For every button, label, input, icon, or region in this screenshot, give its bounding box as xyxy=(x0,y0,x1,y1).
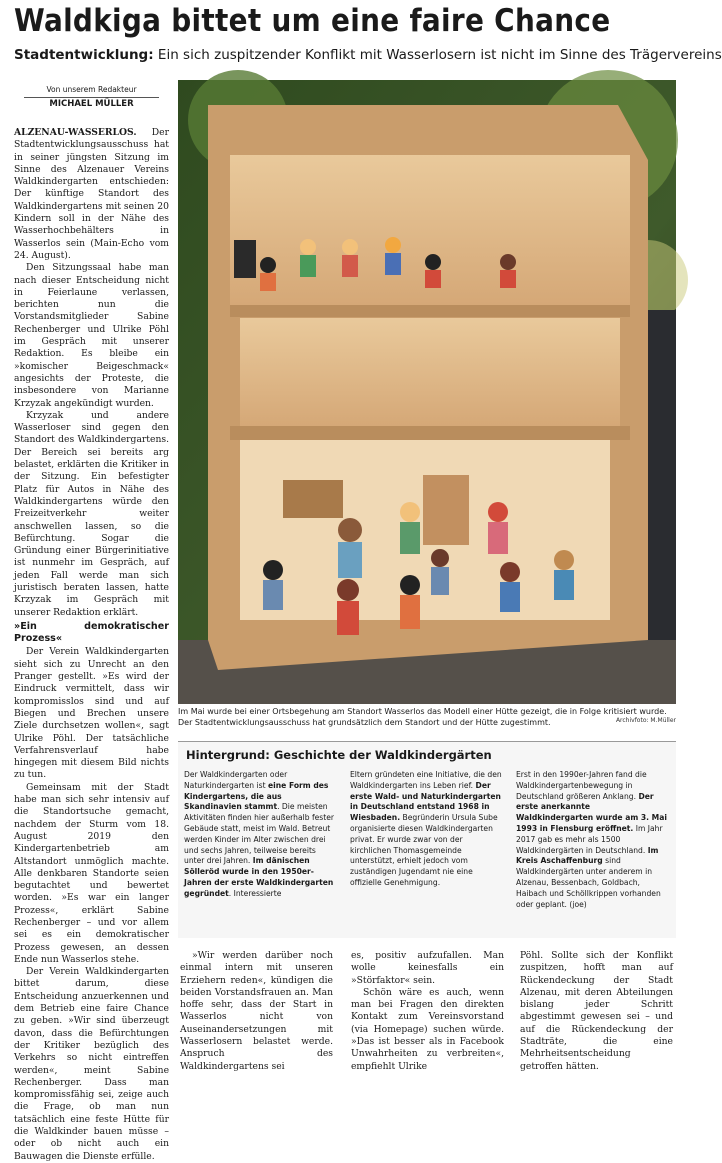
article-paragraph: Krzyzak und andere Wasserloser sind gegen den Standort des Waldkindergartens. Der Bereich sei bereits arg belastet, erklärten die Kritiker in der Sitzung. Ein befestigter Platz für Autos in Nähe des Waldkindergartens würde den Freizeitverkehr weiter anschwellen lassen, so die Befürchtung. Sogar die Gründung einer Bürgerinitiative ist nunmehr im Gespräch, auf jeden Fall werde man sich juristisch beraten lassen, hatte Krzyzak im Gespräch mit unserer Redaktion erklärt. xyxy=(14,409,169,618)
article-paragraph: Schön wäre es auch, wenn man bei Fragen den direkten Kontakt zum Vereinsvorstand (via Homepage) suchen würde. »Das ist besser als in Facebook Unwahrheiten zu verbreiten«, empfiehlt Ulrike xyxy=(351,986,504,1072)
subheadline-kicker: Stadtentwicklung: xyxy=(14,47,154,63)
photo-caption: Im Mai wurde bei einer Ortsbegehung am Standort Wasserlos das Modell einer Hütte gezeigt, die in Folge kritisiert wurde. Der Stadtentwicklungsausschuss hat grundsätzlich dem Standort und der Hütte zugestimmt. xyxy=(178,707,667,727)
byline-label: Von unserem Redakteur xyxy=(46,85,137,94)
background-infobox xyxy=(178,741,676,938)
article-paragraph: Der Verein Waldkindergarten bittet darum, diese Entscheidung anzuerkennen und dem Betrieb eine faire Chance zu geben. »Wir sind überzeugt davon, dass die Befürchtungen der Kritiker bezüglich des Verkehrs so nicht eintreffen werden«, meint Sabine Rechenberger. Dass man kompromissfähig sei, zeige auch die Frage, ob man nun tatsächlich eine feste Hütte für die Waldkinder bauen müsse – oder ob nicht auch ein Bauwagen die Dienste erfülle. xyxy=(14,966,169,1162)
infobox-title: Hintergrund: Geschichte der Waldkindergärten xyxy=(186,748,492,762)
article-paragraph: »Wir werden darüber noch einmal intern mit unseren Erziehern reden«, kündigen die beiden Vorstandsfrauen an. Man hoffe sehr, dass der Start in Wasserlos nicht von Auseinandersetzungen mit Wasserlosern belastet werde. Anspruch des Waldkindergartens sei xyxy=(180,950,333,1072)
subheadline xyxy=(14,46,722,64)
infobox-column: Erst in den 1990er-Jahren fand die Waldkindergartenbewegung in Deutschland größeren Anklang. Der erste anerkannte Waldkindergarten wurde am 3. Mai 1993 in Flensburg eröffnet. Im Jahr 2017 gab es mehr als 1500 Waldkindergärten in Deutschland. Im Kreis Aschaffenburg sind Waldkindergärten unter anderem in Alzenau, Bessenbach, Goldbach, Haibach und Schöllkrippen vorhanden oder geplant. (joe) xyxy=(516,770,667,909)
photo-credit: Archivfoto: M.Müller xyxy=(615,717,676,724)
byline xyxy=(14,84,169,110)
article-column-bottom-1 xyxy=(180,950,333,1072)
dateline: ALZENAU-WASSERLOS. xyxy=(14,127,137,138)
infobox-column: Der Waldkindergarten oder Naturkindergarten ist eine Form des Kindergartens, die aus Skandinavien stammt. Die meisten Aktivitäten finden hier außerhalb fester Gebäude statt, meist im Wald. Betreut werden Kinder im Alter zwischen drei und sechs Jahren, teilweise bereits unter drei Jahren. Im dänischen Sölleröd wurde in den 1950er-Jahren der erste Waldkindergarten gegründet. Interessierte xyxy=(184,770,335,898)
byline-author: MICHAEL MÜLLER xyxy=(49,99,134,109)
article-paragraph: Gemeinsam mit der Stadt habe man sich sehr intensiv auf die Standortsuche gemacht, nachdem der Sturm vom 18. August 2019 den Kindergartenbetrieb am Altstandort unmöglich machte. Alle denkbaren Standorte seien begutachtet und bewertet worden. »Es war ein langer Prozess«, erklärt Sabine Rechenberger – und vor allem sei es ein demokratischer Prozess gewesen, an dessen Ende nun Wasserlos stehe. xyxy=(14,781,169,965)
article-column-bottom-3 xyxy=(520,950,673,1072)
headline: Waldkiga bittet um eine faire Chance xyxy=(14,3,611,39)
article-paragraph: ALZENAU-WASSERLOS. Der Stadtentwicklungsausschuss hat in seiner jüngsten Sitzung im Sinne des Alzenauer Vereins Waldkindergarten entschieden: Der künftige Standort des Waldkindergartens mit seinen 20 Kindern soll in der Nähe des Wasserhochbehälters in Wasserlos sein (Main-Echo vom 24. August). xyxy=(14,127,169,261)
photo-playhouse-model xyxy=(178,80,676,704)
article-subheading: »Ein demokratischer Prozess« xyxy=(14,620,169,645)
article-paragraph: Der Verein Waldkindergarten sieht sich zu Unrecht an den Pranger gestellt. »Es wird der Eindruck vermittelt, dass wir kompromisslos sind und auf Biegen und Brechen unsere Ziele durchsetzen wollen«, sagt Ulrike Pöhl. Der tatsächliche Verfahrensverlauf habe hingegen mit diesem Bild nichts zu tun. xyxy=(14,646,169,781)
article-column-bottom-2 xyxy=(351,950,504,1072)
article-paragraph: es, positiv aufzufallen. Man wolle keinesfalls ein »Störfaktor« sein. xyxy=(351,950,504,986)
subheadline-text: Ein sich zuspitzender Konflikt mit Wasserlosern ist nicht im Sinne des Trägervereins xyxy=(157,47,722,63)
article-paragraph: Pöhl. Sollte sich der Konflikt zuspitzen, hofft man auf Rückendeckung der Stadt Alzenau, mit deren Abteilungen bislang jeder Schritt abgestimmt gewesen sei – und auf die Rückendeckung der Stadträte, die eine Mehrheitsentscheidung getroffen hätten. xyxy=(520,950,673,1072)
article-column-left xyxy=(14,127,169,1162)
article-paragraph: Den Sitzungssaal habe man nach dieser Entscheidung nicht in Feierlaune verlassen, berichten nun die Vorstandsmitglieder Sabine Rechenberger und Ulrike Pöhl im Gespräch mit unserer Redaktion. Es bleibe ein »komischer Beigeschmack« angesichts der Proteste, die insbesondere von Marianne Krzyzak angekündigt wurden. xyxy=(14,262,169,409)
infobox-column: Eltern gründeten eine Initiative, die den Waldkindergarten ins Leben rief. Der erste Wald- und Naturkindergarten in Deutschland entstand 1968 in Wiesbaden. Begründerin Ursula Sube organisierte diesen Waldkindergarten privat. Er wurde zwar von der kirchlichen Thomasgemeinde unterstützt, erhielt jedoch vom zuständigen Jugendamt nie eine offizielle Genehmigung. xyxy=(350,770,502,887)
